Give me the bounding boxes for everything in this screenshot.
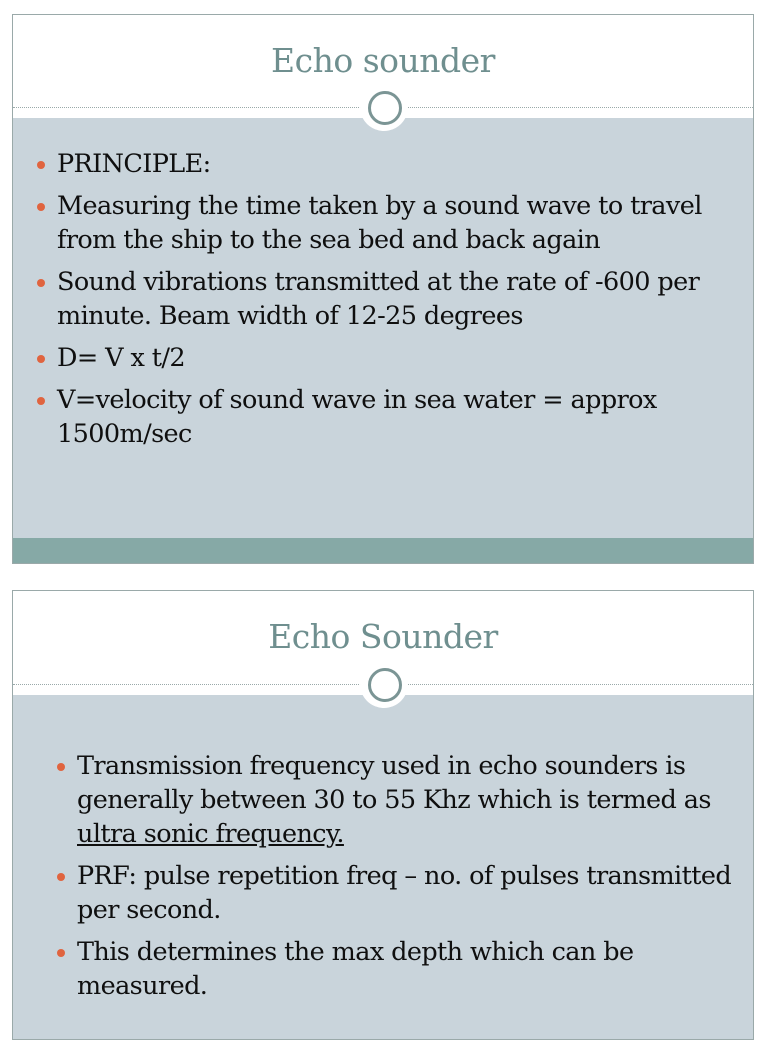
- bullet-text: PRF: pulse repetition freq – no. of pulses transmitted per second.: [77, 861, 732, 925]
- circle-ornament-icon: [360, 83, 408, 131]
- bullet-item: [55, 749, 735, 851]
- circle-ornament-icon: [360, 660, 408, 708]
- bullet-item: [35, 265, 735, 333]
- bullet-dot-icon: [37, 355, 45, 363]
- ornament-ring: [368, 91, 402, 125]
- bullet-underlined-text: ultra sonic frequency.: [77, 819, 344, 849]
- bullet-item: [35, 383, 735, 451]
- bullet-dot-icon: [37, 397, 45, 405]
- bullet-text: This determines the max depth which can be measured.: [77, 937, 634, 1001]
- bullet-dot-icon: [37, 279, 45, 287]
- slide-2: [12, 590, 754, 1040]
- bullet-text: Sound vibrations transmitted at the rate of -600 per minute. Beam width of 12-25 degrees: [57, 267, 700, 331]
- bullet-dot-icon: [57, 763, 65, 771]
- slide-1-footer-band: [13, 538, 753, 564]
- bullet-dot-icon: [37, 161, 45, 169]
- bullet-item: [55, 859, 735, 927]
- slide-1-bullet-list: [35, 147, 735, 459]
- ornament-ring: [368, 668, 402, 702]
- bullet-item: [35, 341, 735, 375]
- bullet-dot-icon: [57, 949, 65, 957]
- bullet-item: [35, 189, 735, 257]
- bullet-text: PRINCIPLE:: [57, 149, 211, 179]
- slide-1-title: Echo sounder: [271, 41, 495, 80]
- slide-1: [12, 14, 754, 564]
- bullet-dot-icon: [57, 873, 65, 881]
- bullet-item: [55, 935, 735, 1003]
- bullet-text: Measuring the time taken by a sound wave to travel from the ship to the sea bed and back again: [57, 191, 702, 255]
- bullet-text: V=velocity of sound wave in sea water = approx 1500m/sec: [57, 385, 657, 449]
- slide-2-bullet-list: [55, 749, 735, 1011]
- bullet-text: D= V x t/2: [57, 343, 185, 373]
- bullet-dot-icon: [37, 203, 45, 211]
- bullet-text: Transmission frequency used in echo sounders is generally between 30 to 55 Khz which is termed as: [77, 751, 711, 815]
- bullet-item: [35, 147, 735, 181]
- slide-2-title: Echo Sounder: [268, 617, 498, 656]
